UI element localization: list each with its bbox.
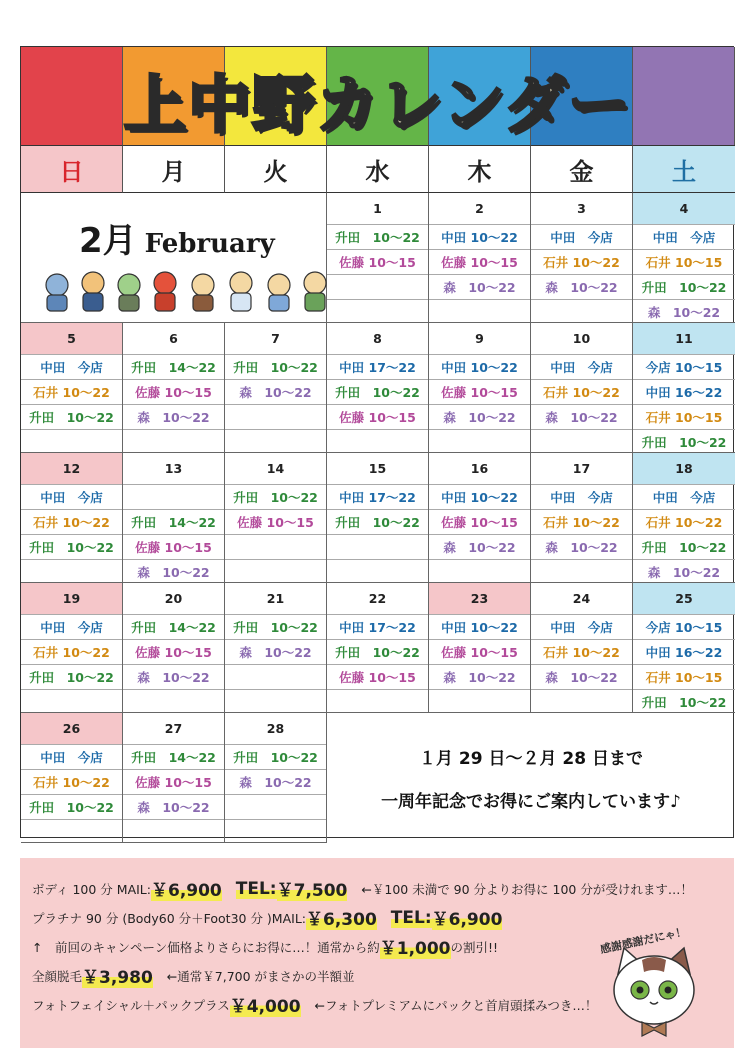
day-number: 15	[368, 461, 387, 476]
price-line-body	[32, 874, 720, 903]
staff-shift: 升田 10〜22	[225, 614, 326, 639]
staff-shift: 中田 10〜22	[429, 614, 530, 639]
staff-shift: 佐藤 10〜15	[327, 664, 428, 689]
day-cell	[225, 453, 327, 583]
discount-text: ↑ 前回のキャンペーン価格よりさらにお得に…！通常から約	[32, 939, 380, 955]
day-cell	[21, 583, 123, 713]
day-number: 18	[633, 453, 735, 484]
staff-shift: 森 10〜22	[531, 404, 632, 429]
platinum-mail-price: ￥6,300	[306, 905, 377, 930]
day-number: 26	[21, 713, 122, 744]
staff-shift	[225, 559, 326, 583]
day-number: 28	[266, 721, 285, 736]
body-course-note: ←￥100 未満で 90 分よりお得に 100 分が受けれます…！	[361, 881, 693, 897]
photo-price: ￥4,000	[230, 992, 301, 1017]
day-cell	[123, 583, 225, 713]
staff-shift: 中田 今店	[531, 484, 632, 509]
staff-shift: 升田 10〜22	[21, 404, 122, 429]
platinum-tel-label: TEL:	[390, 907, 432, 928]
month-english: February	[144, 229, 275, 259]
staff-shift	[429, 299, 530, 323]
staff-shift: 升田 10〜22	[327, 224, 428, 249]
day-cell	[21, 323, 123, 453]
staff-shift: 森 10〜22	[123, 664, 224, 689]
staff-shift: 中田 16〜22	[633, 639, 735, 664]
staff-shift: 石井 10〜22	[21, 509, 122, 534]
staff-shift: 升田 10〜22	[633, 534, 735, 559]
staff-shift: 森 10〜22	[531, 274, 632, 299]
body-tel-label: TEL:	[235, 878, 277, 899]
staff-shift: 升田 10〜22	[21, 664, 122, 689]
day-number: 12	[21, 453, 122, 484]
day-cell	[531, 323, 633, 453]
staff-shift: 森 10〜22	[225, 639, 326, 664]
day-number: 20	[164, 591, 183, 606]
staff-shift: 升田 14〜22	[123, 614, 224, 639]
day-cell	[633, 453, 735, 583]
staff-shift: 升田 10〜22	[633, 429, 735, 453]
staff-shift: 森 10〜22	[429, 274, 530, 299]
day-number: 5	[21, 323, 122, 354]
body-mail-price: ￥6,900	[151, 876, 222, 901]
staff-shift: 中田 10〜22	[429, 224, 530, 249]
staff-shift: 石井 10〜15	[633, 664, 735, 689]
staff-shift: 森 10〜22	[633, 559, 735, 583]
staff-shift: 升田 10〜22	[21, 534, 122, 559]
weekday-header: 月	[123, 145, 225, 193]
price-info-panel	[20, 858, 734, 1048]
staff-shift: 中田 今店	[21, 354, 122, 379]
staff-shift: 升田 10〜22	[327, 509, 428, 534]
day-cell	[21, 713, 123, 843]
day-number: 1	[373, 201, 382, 216]
day-number: 7	[271, 331, 280, 346]
day-number: 6	[169, 331, 178, 346]
staff-shift	[123, 819, 224, 843]
staff-shift: 石井 10〜22	[531, 379, 632, 404]
staff-shift: 升田 14〜22	[123, 509, 224, 534]
day-number: 10	[572, 331, 591, 346]
staff-shift: 石井 10〜22	[21, 639, 122, 664]
staff-shift: 佐藤 10〜15	[123, 639, 224, 664]
staff-shift: 中田 今店	[21, 614, 122, 639]
staff-shift: 佐藤 10〜15	[429, 249, 530, 274]
staff-shift: 今店 10〜15	[633, 354, 735, 379]
staff-shift: 中田 17〜22	[327, 354, 428, 379]
staff-shift: 中田 今店	[21, 484, 122, 509]
staff-shift	[429, 429, 530, 453]
staff-shift	[123, 429, 224, 453]
staff-shift	[225, 534, 326, 559]
staff-shift: 升田 10〜22	[327, 639, 428, 664]
staff-shift	[21, 429, 122, 453]
day-cell	[429, 323, 531, 453]
cat-mascot-illustration	[594, 922, 714, 1040]
staff-shift	[429, 559, 530, 583]
staff-shift	[225, 664, 326, 689]
day-cell	[633, 193, 735, 323]
staff-shift	[327, 689, 428, 713]
day-cell	[327, 583, 429, 713]
staff-shift: 中田 今店	[633, 224, 735, 249]
staff-shift	[327, 559, 428, 583]
staff-shift: 中田 17〜22	[327, 614, 428, 639]
day-cell	[123, 453, 225, 583]
day-cell	[21, 453, 123, 583]
weekday-header: 土	[633, 145, 735, 193]
staff-shift	[21, 559, 122, 583]
staff-shift: 升田 14〜22	[123, 354, 224, 379]
staff-shift: 石井 10〜22	[21, 769, 122, 794]
day-cell	[327, 453, 429, 583]
staff-shift: 中田 今店	[21, 744, 122, 769]
face-course-note: ←通常￥7,700 がまさかの半額並	[166, 968, 355, 984]
staff-shift	[531, 559, 632, 583]
staff-shift: 森 10〜22	[531, 534, 632, 559]
day-number: 4	[633, 193, 735, 224]
face-price: ￥3,980	[82, 963, 153, 988]
day-number: 2	[475, 201, 484, 216]
staff-shift: 森 10〜22	[633, 299, 735, 323]
campaign-note	[327, 713, 735, 843]
staff-shift: 森 10〜22	[123, 559, 224, 583]
staff-shift	[123, 689, 224, 713]
staff-shift: 佐藤 10〜15	[429, 379, 530, 404]
photo-course-note: ←フォトプレミアムにパックと首肩頭揉みつき…！	[314, 997, 598, 1013]
staff-shift: 中田 今店	[531, 354, 632, 379]
staff-shift	[225, 429, 326, 453]
staff-shift: 佐藤 10〜15	[429, 509, 530, 534]
staff-shift: 中田 今店	[531, 224, 632, 249]
weekday-header: 金	[531, 145, 633, 193]
day-cell	[429, 583, 531, 713]
platinum-tel-price: ￥6,900	[432, 905, 503, 930]
weekday-header: 水	[327, 145, 429, 193]
day-cell	[429, 193, 531, 323]
title-banner	[21, 47, 735, 145]
day-cell	[531, 583, 633, 713]
staff-shift: 石井 10〜22	[531, 639, 632, 664]
staff-shift: 森 10〜22	[123, 404, 224, 429]
staff-shift: 升田 10〜22	[21, 794, 122, 819]
day-number: 21	[266, 591, 285, 606]
day-number: 27	[164, 721, 183, 736]
staff-shift: 森 10〜22	[429, 404, 530, 429]
staff-shift: 森 10〜22	[225, 379, 326, 404]
campaign-message: 一周年記念でお得にご案内しています♪	[381, 792, 681, 812]
month-number: 2月	[79, 221, 137, 261]
staff-shift	[21, 689, 122, 713]
day-cell	[327, 193, 429, 323]
campaign-period: １月 29 日〜２月 28 日まで	[419, 749, 643, 769]
photo-course-label: フォトフェイシャル＋パックプラス	[32, 997, 230, 1013]
staff-shift	[429, 689, 530, 713]
day-number: 19	[21, 583, 122, 614]
staff-shift	[225, 689, 326, 713]
page-title: 上中野カレンダー	[124, 68, 632, 141]
day-number: 25	[633, 583, 735, 614]
staff-shift: 佐藤 10〜15	[123, 534, 224, 559]
day-cell	[633, 583, 735, 713]
staff-shift	[327, 534, 428, 559]
cat-speech-text: 感謝感謝だにゃ！	[599, 925, 688, 957]
face-course-label: 全顔脱毛	[32, 968, 83, 984]
staff-shift: 佐藤 10〜15	[429, 639, 530, 664]
staff-shift	[225, 794, 326, 819]
calendar	[20, 46, 734, 838]
staff-shift	[531, 429, 632, 453]
day-number: 8	[373, 331, 382, 346]
staff-shift: 中田 10〜22	[429, 484, 530, 509]
discount-suffix: の割引!!	[450, 939, 499, 955]
body-course-label: ボディ 100 分 MAIL:	[32, 881, 151, 897]
day-cell	[429, 453, 531, 583]
discount-amount: ￥1,000	[380, 934, 451, 959]
day-cell	[225, 713, 327, 843]
staff-shift: 中田 16〜22	[633, 379, 735, 404]
day-number: 3	[577, 201, 586, 216]
body-tel-price: ￥7,500	[277, 876, 348, 901]
staff-shift: 升田 10〜22	[327, 379, 428, 404]
day-number: 9	[475, 331, 484, 346]
day-number: 17	[572, 461, 591, 476]
mascot-characters-illustration	[35, 265, 335, 315]
staff-shift: 佐藤 10〜15	[327, 404, 428, 429]
weekday-header: 火	[225, 145, 327, 193]
day-number: 22	[368, 591, 387, 606]
staff-shift: 佐藤 10〜15	[327, 249, 428, 274]
staff-shift	[327, 274, 428, 299]
day-cell	[327, 323, 429, 453]
staff-shift: 升田 10〜22	[225, 484, 326, 509]
month-panel	[21, 193, 327, 323]
staff-shift: 升田 10〜22	[225, 354, 326, 379]
platinum-course-label: プラチナ 90 分 (Body60 分＋Foot30 分 )MAIL:	[32, 910, 307, 926]
staff-shift	[531, 299, 632, 323]
staff-shift: 今店 10〜15	[633, 614, 735, 639]
staff-shift: 森 10〜22	[531, 664, 632, 689]
staff-shift: 森 10〜22	[123, 794, 224, 819]
day-number: 11	[633, 323, 735, 354]
staff-shift: 中田 10〜22	[429, 354, 530, 379]
staff-shift: 石井 10〜22	[633, 509, 735, 534]
staff-shift: 中田 今店	[633, 484, 735, 509]
day-cell	[225, 583, 327, 713]
day-cell	[531, 193, 633, 323]
staff-shift: 石井 10〜22	[21, 379, 122, 404]
day-number: 14	[266, 461, 285, 476]
day-cell	[123, 713, 225, 843]
day-number: 16	[470, 461, 489, 476]
staff-shift: 升田 14〜22	[123, 744, 224, 769]
staff-shift: 中田 今店	[531, 614, 632, 639]
staff-shift: 森 10〜22	[225, 769, 326, 794]
staff-shift: 石井 10〜22	[531, 509, 632, 534]
staff-shift	[531, 689, 632, 713]
day-cell	[225, 323, 327, 453]
staff-shift: 森 10〜22	[429, 534, 530, 559]
staff-shift	[21, 819, 122, 843]
staff-shift	[225, 404, 326, 429]
staff-shift: 森 10〜22	[429, 664, 530, 689]
staff-shift: 升田 10〜22	[633, 274, 735, 299]
staff-shift	[327, 429, 428, 453]
day-cell	[123, 323, 225, 453]
day-cell	[531, 453, 633, 583]
staff-shift	[327, 299, 428, 323]
staff-shift	[123, 484, 224, 509]
day-number: 24	[572, 591, 591, 606]
staff-shift: 石井 10〜22	[531, 249, 632, 274]
staff-shift: 石井 10〜15	[633, 404, 735, 429]
day-number: 23	[429, 583, 530, 614]
day-cell	[633, 323, 735, 453]
staff-shift: 佐藤 10〜15	[225, 509, 326, 534]
month-title	[79, 213, 275, 262]
staff-shift	[225, 819, 326, 843]
weekday-header: 日	[21, 145, 123, 193]
staff-shift: 佐藤 10〜15	[123, 769, 224, 794]
staff-shift: 石井 10〜15	[633, 249, 735, 274]
staff-shift: 升田 10〜22	[225, 744, 326, 769]
weekday-header: 木	[429, 145, 531, 193]
day-number: 13	[164, 461, 183, 476]
staff-shift: 中田 17〜22	[327, 484, 428, 509]
staff-shift: 佐藤 10〜15	[123, 379, 224, 404]
staff-shift: 升田 10〜22	[633, 689, 735, 713]
